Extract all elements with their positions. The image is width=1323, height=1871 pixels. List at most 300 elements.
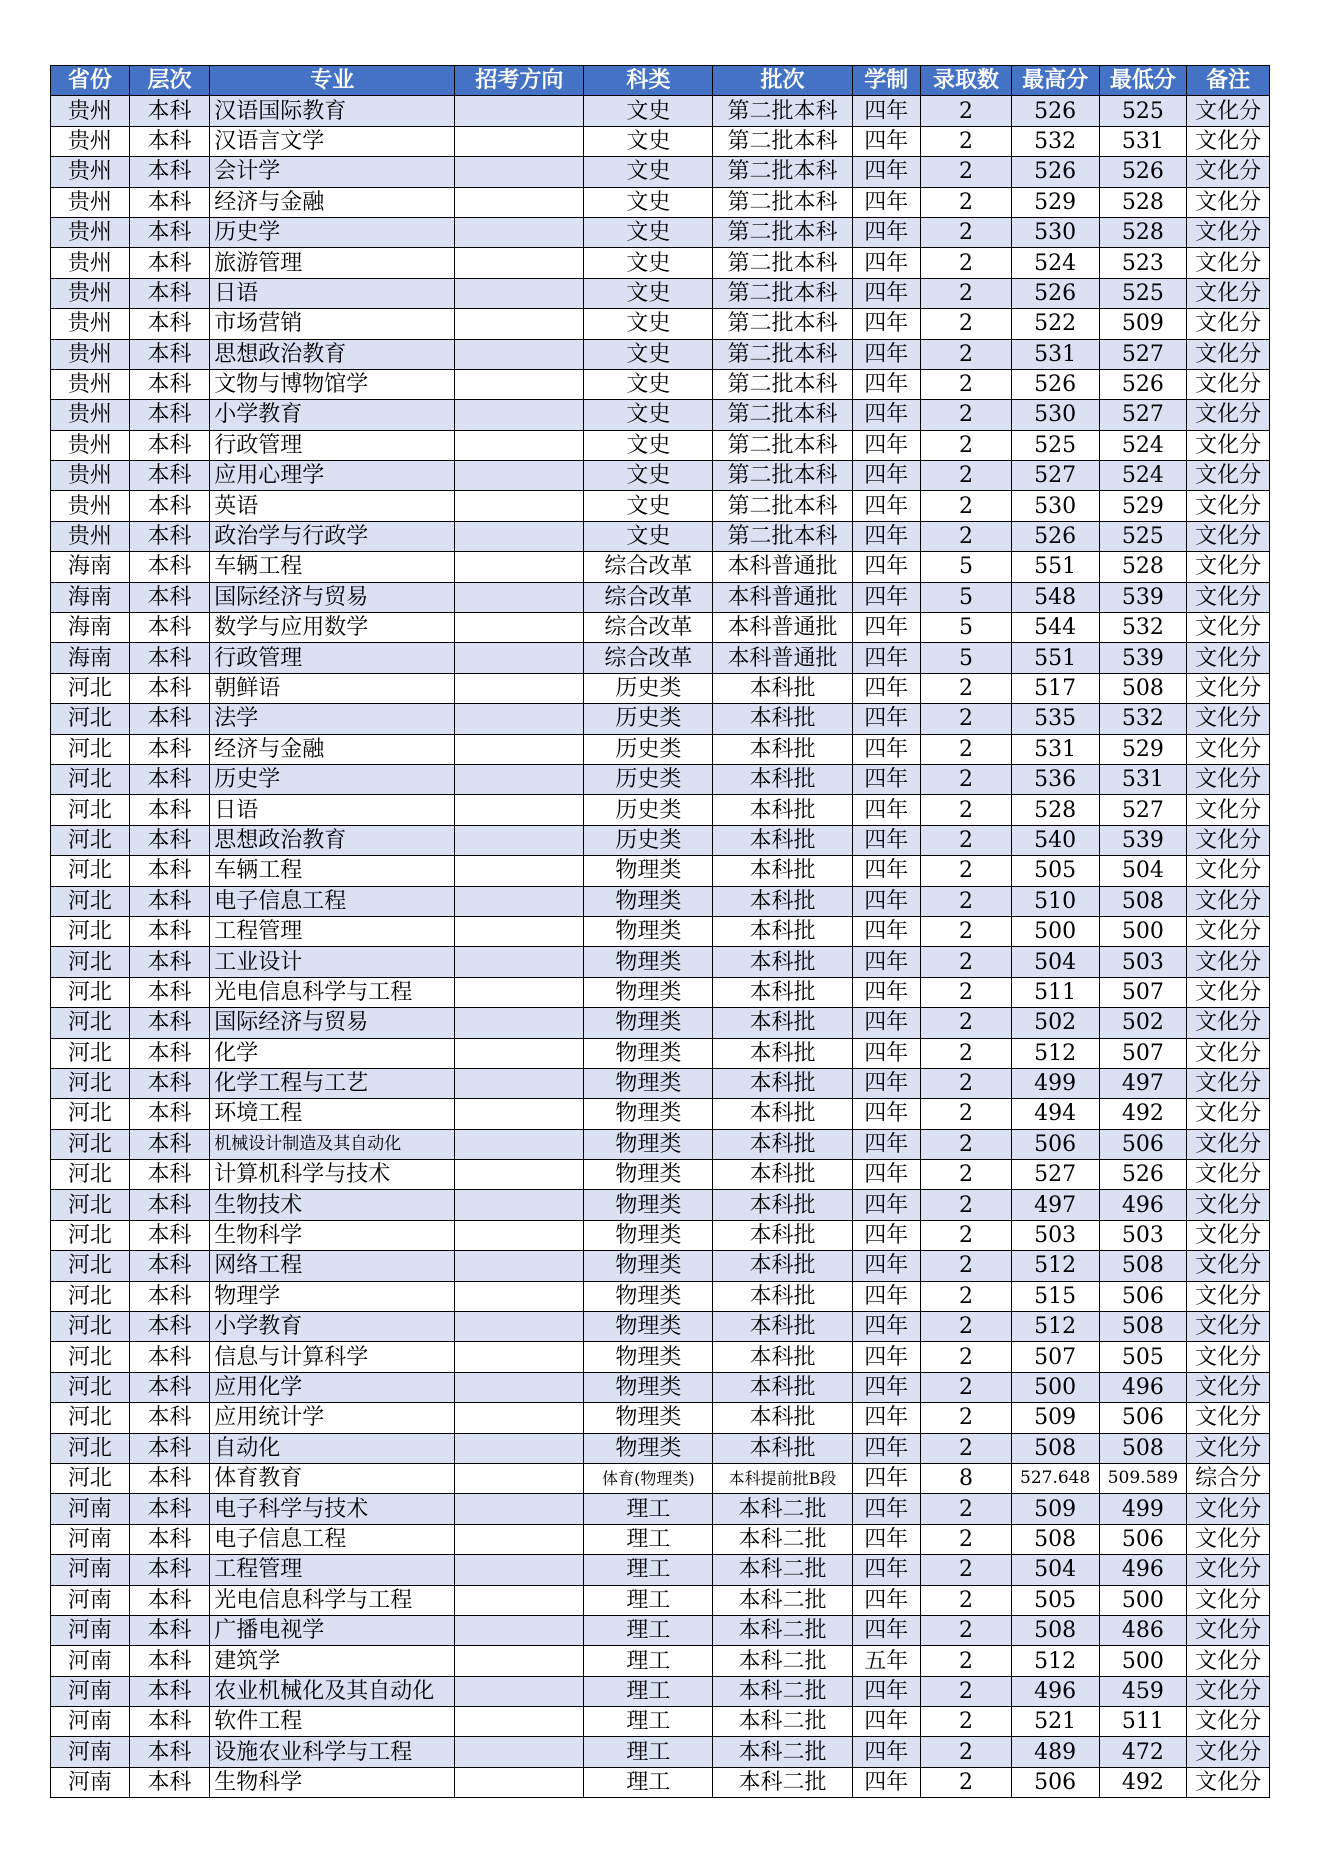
cell-duration: 四年 bbox=[852, 1403, 921, 1433]
cell-min-score: 525 bbox=[1099, 521, 1187, 551]
cell-note: 文化分 bbox=[1187, 825, 1270, 855]
cell-direction bbox=[455, 126, 584, 156]
cell-category: 理工 bbox=[584, 1494, 713, 1524]
cell-batch: 第二批本科 bbox=[713, 521, 852, 551]
cell-max-score: 536 bbox=[1011, 764, 1099, 794]
cell-direction bbox=[455, 1342, 584, 1372]
cell-level: 本科 bbox=[129, 1008, 210, 1038]
cell-province: 河南 bbox=[51, 1646, 130, 1676]
cell-max-score: 524 bbox=[1011, 248, 1099, 278]
cell-major: 机械设计制造及其自动化 bbox=[210, 1129, 455, 1159]
cell-min-score: 526 bbox=[1099, 157, 1187, 187]
cell-note: 文化分 bbox=[1187, 1707, 1270, 1737]
cell-note: 文化分 bbox=[1187, 734, 1270, 764]
cell-batch: 第二批本科 bbox=[713, 96, 852, 126]
cell-level: 本科 bbox=[129, 1038, 210, 1068]
cell-major: 行政管理 bbox=[210, 643, 455, 673]
cell-province: 河南 bbox=[51, 1707, 130, 1737]
table-row bbox=[51, 734, 1270, 764]
cell-province: 河北 bbox=[51, 1463, 130, 1493]
cell-category: 体育(物理类) bbox=[584, 1463, 713, 1493]
cell-category: 综合改革 bbox=[584, 582, 713, 612]
cell-level: 本科 bbox=[129, 157, 210, 187]
cell-duration: 四年 bbox=[852, 1068, 921, 1098]
cell-level: 本科 bbox=[129, 1190, 210, 1220]
cell-note: 文化分 bbox=[1187, 856, 1270, 886]
cell-admitted: 2 bbox=[921, 1524, 1012, 1554]
cell-direction bbox=[455, 1646, 584, 1676]
cell-min-score: 526 bbox=[1099, 1160, 1187, 1190]
cell-duration: 四年 bbox=[852, 248, 921, 278]
table-row bbox=[51, 1281, 1270, 1311]
cell-note: 文化分 bbox=[1187, 704, 1270, 734]
cell-level: 本科 bbox=[129, 673, 210, 703]
table-row bbox=[51, 461, 1270, 491]
cell-note: 文化分 bbox=[1187, 1251, 1270, 1281]
cell-min-score: 532 bbox=[1099, 704, 1187, 734]
cell-major: 建筑学 bbox=[210, 1646, 455, 1676]
table-row bbox=[51, 1646, 1270, 1676]
cell-major: 朝鲜语 bbox=[210, 673, 455, 703]
header-category: 科类 bbox=[584, 66, 713, 96]
cell-admitted: 2 bbox=[921, 1372, 1012, 1402]
cell-note: 文化分 bbox=[1187, 400, 1270, 430]
table-row bbox=[51, 1403, 1270, 1433]
cell-major: 思想政治教育 bbox=[210, 825, 455, 855]
cell-major: 思想政治教育 bbox=[210, 339, 455, 369]
cell-note: 文化分 bbox=[1187, 795, 1270, 825]
cell-province: 河南 bbox=[51, 1615, 130, 1645]
table-row bbox=[51, 856, 1270, 886]
cell-direction bbox=[455, 187, 584, 217]
cell-category: 历史类 bbox=[584, 704, 713, 734]
cell-batch: 本科批 bbox=[713, 1251, 852, 1281]
header-admitted: 录取数 bbox=[921, 66, 1012, 96]
cell-admitted: 2 bbox=[921, 339, 1012, 369]
cell-duration: 四年 bbox=[852, 1190, 921, 1220]
cell-level: 本科 bbox=[129, 643, 210, 673]
cell-note: 文化分 bbox=[1187, 1585, 1270, 1615]
header-duration: 学制 bbox=[852, 66, 921, 96]
cell-max-score: 540 bbox=[1011, 825, 1099, 855]
cell-major: 环境工程 bbox=[210, 1099, 455, 1129]
cell-batch: 本科批 bbox=[713, 673, 852, 703]
cell-min-score: 526 bbox=[1099, 369, 1187, 399]
cell-min-score: 503 bbox=[1099, 947, 1187, 977]
cell-category: 文史 bbox=[584, 278, 713, 308]
cell-admitted: 2 bbox=[921, 1403, 1012, 1433]
table-row bbox=[51, 886, 1270, 916]
cell-level: 本科 bbox=[129, 582, 210, 612]
cell-min-score: 472 bbox=[1099, 1737, 1187, 1767]
cell-category: 物理类 bbox=[584, 1403, 713, 1433]
cell-batch: 本科批 bbox=[713, 734, 852, 764]
cell-category: 历史类 bbox=[584, 673, 713, 703]
cell-direction bbox=[455, 461, 584, 491]
header-max-score: 最高分 bbox=[1011, 66, 1099, 96]
cell-min-score: 486 bbox=[1099, 1615, 1187, 1645]
cell-major: 经济与金融 bbox=[210, 734, 455, 764]
cell-note: 文化分 bbox=[1187, 1433, 1270, 1463]
cell-batch: 本科批 bbox=[713, 1281, 852, 1311]
cell-level: 本科 bbox=[129, 1220, 210, 1250]
cell-min-score: 509 bbox=[1099, 309, 1187, 339]
cell-note: 文化分 bbox=[1187, 552, 1270, 582]
cell-level: 本科 bbox=[129, 886, 210, 916]
table-row bbox=[51, 977, 1270, 1007]
cell-admitted: 2 bbox=[921, 1160, 1012, 1190]
table-row bbox=[51, 673, 1270, 703]
cell-level: 本科 bbox=[129, 704, 210, 734]
cell-duration: 四年 bbox=[852, 1463, 921, 1493]
cell-category: 物理类 bbox=[584, 1342, 713, 1372]
cell-min-score: 508 bbox=[1099, 886, 1187, 916]
cell-level: 本科 bbox=[129, 825, 210, 855]
cell-admitted: 2 bbox=[921, 1099, 1012, 1129]
cell-max-score: 494 bbox=[1011, 1099, 1099, 1129]
cell-province: 贵州 bbox=[51, 126, 130, 156]
cell-duration: 四年 bbox=[852, 764, 921, 794]
cell-note: 文化分 bbox=[1187, 1190, 1270, 1220]
cell-category: 文史 bbox=[584, 339, 713, 369]
cell-category: 物理类 bbox=[584, 1372, 713, 1402]
cell-admitted: 2 bbox=[921, 673, 1012, 703]
cell-max-score: 530 bbox=[1011, 217, 1099, 247]
cell-admitted: 2 bbox=[921, 1312, 1012, 1342]
cell-direction bbox=[455, 1676, 584, 1706]
admission-table bbox=[50, 65, 1270, 1798]
cell-admitted: 5 bbox=[921, 613, 1012, 643]
cell-batch: 第二批本科 bbox=[713, 217, 852, 247]
cell-direction bbox=[455, 96, 584, 126]
table-row bbox=[51, 643, 1270, 673]
cell-major: 行政管理 bbox=[210, 430, 455, 460]
cell-note: 文化分 bbox=[1187, 1342, 1270, 1372]
cell-direction bbox=[455, 704, 584, 734]
cell-duration: 四年 bbox=[852, 1129, 921, 1159]
cell-batch: 本科二批 bbox=[713, 1767, 852, 1797]
table-row bbox=[51, 704, 1270, 734]
cell-direction bbox=[455, 217, 584, 247]
cell-major: 农业机械化及其自动化 bbox=[210, 1676, 455, 1706]
cell-duration: 四年 bbox=[852, 461, 921, 491]
cell-direction bbox=[455, 430, 584, 460]
cell-province: 河北 bbox=[51, 1008, 130, 1038]
cell-batch: 第二批本科 bbox=[713, 400, 852, 430]
cell-major: 法学 bbox=[210, 704, 455, 734]
cell-direction bbox=[455, 886, 584, 916]
table-row bbox=[51, 1160, 1270, 1190]
cell-admitted: 2 bbox=[921, 1676, 1012, 1706]
cell-direction bbox=[455, 947, 584, 977]
cell-admitted: 2 bbox=[921, 1068, 1012, 1098]
cell-category: 物理类 bbox=[584, 1160, 713, 1190]
cell-direction bbox=[455, 795, 584, 825]
cell-category: 理工 bbox=[584, 1615, 713, 1645]
cell-province: 海南 bbox=[51, 552, 130, 582]
cell-admitted: 2 bbox=[921, 916, 1012, 946]
cell-duration: 四年 bbox=[852, 96, 921, 126]
cell-max-score: 500 bbox=[1011, 1372, 1099, 1402]
cell-max-score: 496 bbox=[1011, 1676, 1099, 1706]
cell-batch: 本科批 bbox=[713, 1372, 852, 1402]
cell-batch: 本科批 bbox=[713, 856, 852, 886]
cell-province: 贵州 bbox=[51, 217, 130, 247]
table-row bbox=[51, 613, 1270, 643]
cell-category: 物理类 bbox=[584, 856, 713, 886]
cell-major: 国际经济与贸易 bbox=[210, 582, 455, 612]
cell-level: 本科 bbox=[129, 309, 210, 339]
cell-batch: 第二批本科 bbox=[713, 430, 852, 460]
cell-min-score: 497 bbox=[1099, 1068, 1187, 1098]
cell-min-score: 508 bbox=[1099, 673, 1187, 703]
table-row bbox=[51, 1524, 1270, 1554]
cell-admitted: 2 bbox=[921, 1129, 1012, 1159]
cell-min-score: 528 bbox=[1099, 552, 1187, 582]
cell-note: 文化分 bbox=[1187, 977, 1270, 1007]
cell-max-score: 521 bbox=[1011, 1707, 1099, 1737]
cell-admitted: 5 bbox=[921, 582, 1012, 612]
cell-batch: 本科批 bbox=[713, 1190, 852, 1220]
cell-max-score: 508 bbox=[1011, 1615, 1099, 1645]
cell-major: 信息与计算科学 bbox=[210, 1342, 455, 1372]
cell-note: 文化分 bbox=[1187, 1615, 1270, 1645]
cell-province: 海南 bbox=[51, 643, 130, 673]
cell-category: 文史 bbox=[584, 369, 713, 399]
table-row bbox=[51, 1342, 1270, 1372]
cell-batch: 本科批 bbox=[713, 825, 852, 855]
cell-level: 本科 bbox=[129, 1555, 210, 1585]
cell-max-score: 527 bbox=[1011, 1160, 1099, 1190]
cell-province: 贵州 bbox=[51, 400, 130, 430]
cell-max-score: 530 bbox=[1011, 400, 1099, 430]
cell-min-score: 505 bbox=[1099, 1342, 1187, 1372]
cell-province: 河南 bbox=[51, 1585, 130, 1615]
cell-note: 文化分 bbox=[1187, 1068, 1270, 1098]
cell-admitted: 2 bbox=[921, 157, 1012, 187]
cell-note: 文化分 bbox=[1187, 1372, 1270, 1402]
cell-admitted: 2 bbox=[921, 248, 1012, 278]
cell-batch: 第二批本科 bbox=[713, 157, 852, 187]
cell-admitted: 2 bbox=[921, 1615, 1012, 1645]
cell-duration: 四年 bbox=[852, 1312, 921, 1342]
cell-batch: 本科提前批B段 bbox=[713, 1463, 852, 1493]
cell-admitted: 2 bbox=[921, 1008, 1012, 1038]
cell-direction bbox=[455, 582, 584, 612]
cell-note: 文化分 bbox=[1187, 1220, 1270, 1250]
cell-batch: 本科批 bbox=[713, 764, 852, 794]
cell-batch: 本科批 bbox=[713, 947, 852, 977]
cell-direction bbox=[455, 1555, 584, 1585]
cell-duration: 四年 bbox=[852, 795, 921, 825]
cell-category: 历史类 bbox=[584, 734, 713, 764]
cell-level: 本科 bbox=[129, 521, 210, 551]
cell-level: 本科 bbox=[129, 1707, 210, 1737]
cell-province: 河北 bbox=[51, 764, 130, 794]
table-row bbox=[51, 1494, 1270, 1524]
cell-duration: 四年 bbox=[852, 643, 921, 673]
cell-category: 文史 bbox=[584, 157, 713, 187]
cell-note: 文化分 bbox=[1187, 916, 1270, 946]
cell-major: 设施农业科学与工程 bbox=[210, 1737, 455, 1767]
cell-note: 文化分 bbox=[1187, 278, 1270, 308]
cell-admitted: 2 bbox=[921, 856, 1012, 886]
cell-max-score: 508 bbox=[1011, 1524, 1099, 1554]
cell-duration: 四年 bbox=[852, 278, 921, 308]
cell-note: 文化分 bbox=[1187, 613, 1270, 643]
cell-province: 贵州 bbox=[51, 430, 130, 460]
cell-max-score: 504 bbox=[1011, 1555, 1099, 1585]
cell-category: 物理类 bbox=[584, 1129, 713, 1159]
cell-duration: 四年 bbox=[852, 1615, 921, 1645]
cell-batch: 本科批 bbox=[713, 1129, 852, 1159]
cell-province: 河北 bbox=[51, 1190, 130, 1220]
table-row bbox=[51, 369, 1270, 399]
cell-category: 文史 bbox=[584, 521, 713, 551]
cell-direction bbox=[455, 1615, 584, 1645]
cell-max-score: 508 bbox=[1011, 1433, 1099, 1463]
cell-min-score: 506 bbox=[1099, 1129, 1187, 1159]
cell-note: 文化分 bbox=[1187, 126, 1270, 156]
cell-major: 电子信息工程 bbox=[210, 1524, 455, 1554]
cell-direction bbox=[455, 309, 584, 339]
cell-max-score: 505 bbox=[1011, 856, 1099, 886]
table-row bbox=[51, 491, 1270, 521]
cell-duration: 四年 bbox=[852, 1160, 921, 1190]
cell-min-score: 525 bbox=[1099, 96, 1187, 126]
cell-direction bbox=[455, 613, 584, 643]
cell-level: 本科 bbox=[129, 1433, 210, 1463]
table-row bbox=[51, 1433, 1270, 1463]
cell-min-score: 531 bbox=[1099, 126, 1187, 156]
cell-batch: 本科批 bbox=[713, 1403, 852, 1433]
cell-batch: 本科批 bbox=[713, 1008, 852, 1038]
table-row bbox=[51, 1707, 1270, 1737]
cell-major: 应用化学 bbox=[210, 1372, 455, 1402]
cell-duration: 四年 bbox=[852, 369, 921, 399]
cell-direction bbox=[455, 916, 584, 946]
cell-level: 本科 bbox=[129, 552, 210, 582]
cell-category: 文史 bbox=[584, 96, 713, 126]
cell-level: 本科 bbox=[129, 187, 210, 217]
cell-category: 理工 bbox=[584, 1707, 713, 1737]
cell-duration: 四年 bbox=[852, 1008, 921, 1038]
cell-level: 本科 bbox=[129, 400, 210, 430]
table-row bbox=[51, 825, 1270, 855]
cell-min-score: 492 bbox=[1099, 1099, 1187, 1129]
cell-major: 车辆工程 bbox=[210, 552, 455, 582]
cell-direction bbox=[455, 1220, 584, 1250]
cell-batch: 本科普通批 bbox=[713, 582, 852, 612]
cell-batch: 本科批 bbox=[713, 916, 852, 946]
cell-min-score: 539 bbox=[1099, 643, 1187, 673]
cell-major: 软件工程 bbox=[210, 1707, 455, 1737]
cell-level: 本科 bbox=[129, 1737, 210, 1767]
cell-admitted: 2 bbox=[921, 1281, 1012, 1311]
cell-note: 文化分 bbox=[1187, 521, 1270, 551]
cell-level: 本科 bbox=[129, 947, 210, 977]
cell-min-score: 492 bbox=[1099, 1767, 1187, 1797]
cell-province: 海南 bbox=[51, 582, 130, 612]
cell-duration: 四年 bbox=[852, 704, 921, 734]
cell-duration: 四年 bbox=[852, 157, 921, 187]
cell-major: 数学与应用数学 bbox=[210, 613, 455, 643]
cell-province: 贵州 bbox=[51, 369, 130, 399]
cell-admitted: 2 bbox=[921, 825, 1012, 855]
cell-note: 文化分 bbox=[1187, 1524, 1270, 1554]
cell-major: 工业设计 bbox=[210, 947, 455, 977]
cell-direction bbox=[455, 825, 584, 855]
cell-max-score: 531 bbox=[1011, 734, 1099, 764]
cell-major: 日语 bbox=[210, 278, 455, 308]
cell-min-score: 508 bbox=[1099, 1433, 1187, 1463]
cell-batch: 本科批 bbox=[713, 1068, 852, 1098]
cell-level: 本科 bbox=[129, 1312, 210, 1342]
cell-min-score: 508 bbox=[1099, 1251, 1187, 1281]
cell-min-score: 496 bbox=[1099, 1555, 1187, 1585]
cell-major: 国际经济与贸易 bbox=[210, 1008, 455, 1038]
cell-direction bbox=[455, 339, 584, 369]
cell-major: 化学 bbox=[210, 1038, 455, 1068]
cell-batch: 本科批 bbox=[713, 795, 852, 825]
cell-direction bbox=[455, 977, 584, 1007]
cell-admitted: 2 bbox=[921, 187, 1012, 217]
table-row bbox=[51, 916, 1270, 946]
cell-max-score: 507 bbox=[1011, 1342, 1099, 1372]
cell-min-score: 539 bbox=[1099, 825, 1187, 855]
cell-category: 理工 bbox=[584, 1524, 713, 1554]
cell-batch: 第二批本科 bbox=[713, 491, 852, 521]
cell-min-score: 504 bbox=[1099, 856, 1187, 886]
cell-major: 生物科学 bbox=[210, 1767, 455, 1797]
cell-major: 生物技术 bbox=[210, 1190, 455, 1220]
cell-duration: 四年 bbox=[852, 1555, 921, 1585]
cell-note: 综合分 bbox=[1187, 1463, 1270, 1493]
cell-province: 贵州 bbox=[51, 96, 130, 126]
cell-max-score: 511 bbox=[1011, 977, 1099, 1007]
cell-admitted: 2 bbox=[921, 491, 1012, 521]
table-row bbox=[51, 1251, 1270, 1281]
cell-min-score: 496 bbox=[1099, 1190, 1187, 1220]
cell-province: 贵州 bbox=[51, 491, 130, 521]
cell-direction bbox=[455, 1433, 584, 1463]
cell-note: 文化分 bbox=[1187, 1129, 1270, 1159]
cell-admitted: 2 bbox=[921, 430, 1012, 460]
cell-category: 文史 bbox=[584, 187, 713, 217]
cell-duration: 四年 bbox=[852, 916, 921, 946]
cell-batch: 本科批 bbox=[713, 886, 852, 916]
cell-major: 经济与金融 bbox=[210, 187, 455, 217]
cell-min-score: 527 bbox=[1099, 400, 1187, 430]
cell-admitted: 2 bbox=[921, 1585, 1012, 1615]
cell-province: 贵州 bbox=[51, 309, 130, 339]
cell-batch: 本科批 bbox=[713, 1342, 852, 1372]
cell-level: 本科 bbox=[129, 1281, 210, 1311]
cell-max-score: 505 bbox=[1011, 1585, 1099, 1615]
cell-major: 体育教育 bbox=[210, 1463, 455, 1493]
table-row bbox=[51, 1099, 1270, 1129]
cell-direction bbox=[455, 1403, 584, 1433]
table-row bbox=[51, 1190, 1270, 1220]
header-level: 层次 bbox=[129, 66, 210, 96]
cell-category: 物理类 bbox=[584, 916, 713, 946]
cell-level: 本科 bbox=[129, 795, 210, 825]
cell-max-score: 515 bbox=[1011, 1281, 1099, 1311]
cell-note: 文化分 bbox=[1187, 1038, 1270, 1068]
cell-note: 文化分 bbox=[1187, 1646, 1270, 1676]
cell-duration: 四年 bbox=[852, 521, 921, 551]
cell-duration: 四年 bbox=[852, 886, 921, 916]
